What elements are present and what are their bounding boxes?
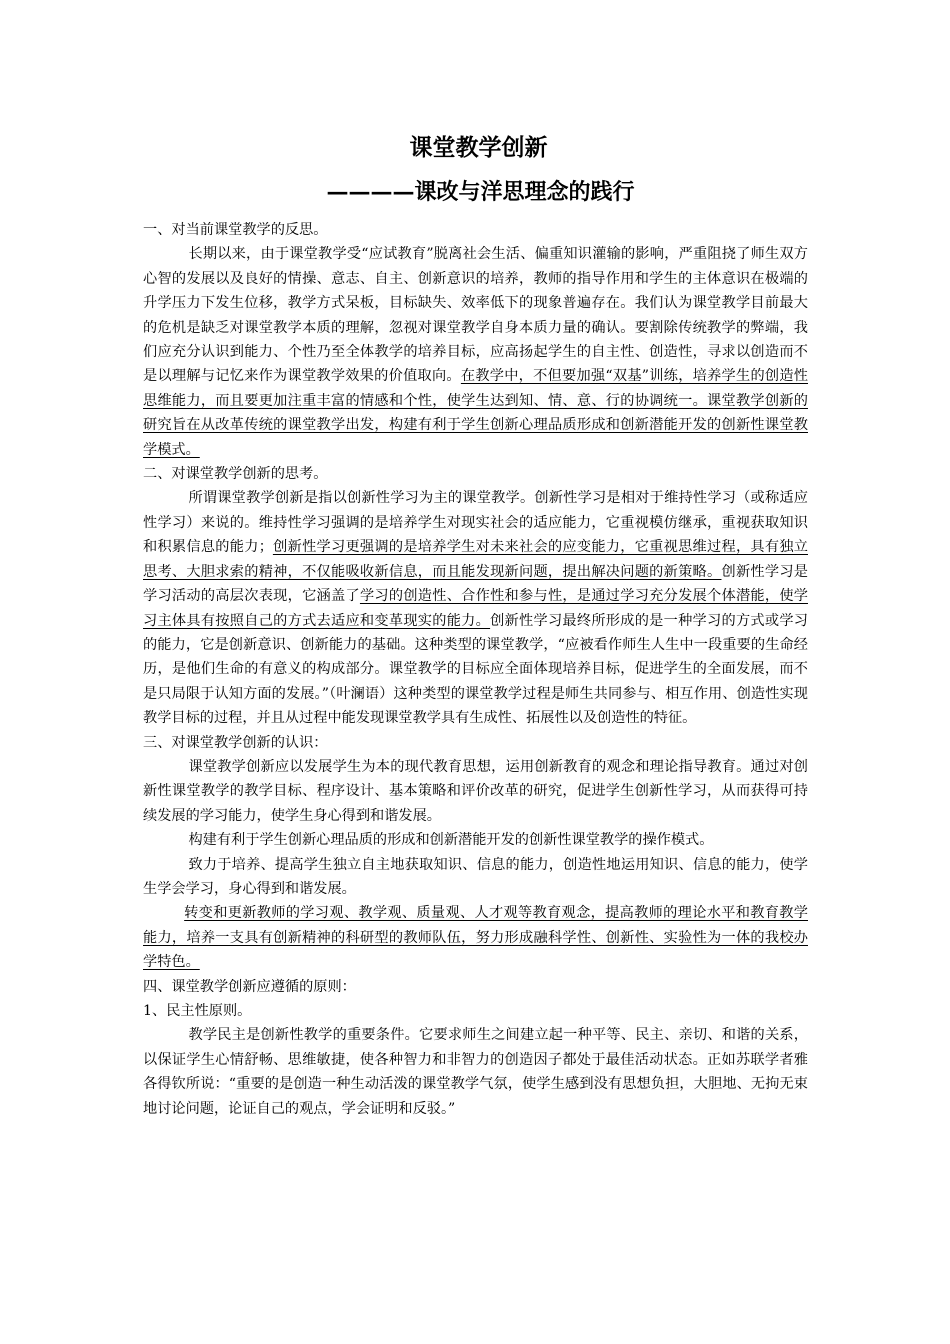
section-3-heading: 三、对课堂教学创新的认识： [143,734,328,751]
section-2-text-c: 创新性学习最终所形成的是一种学习的方式或学习的能力，它是创新意识、创新能力的基础。这种类型的课堂教学，“应被看作师生人生中一段重要的生命经历，是他们生命的有意义的构成部分。课堂教学的目标应全面体现培养目标，促进学生的全面发展，而不是只局限于认知方面的发展。”（叶澜语）这种类型的课堂教学过程是师生共同参与、相互作用、创造性实现教学目标的过程，并且从过程中能发现课堂教学具有生成性、拓展性以及创造性的特征。 [143,612,808,727]
document-subtitle: ————课改与洋思理念的践行 [326,179,635,205]
section-3-underlined-text: 转变和更新教师的学习观、教学观、质量观、人才观等教育观念，提高教师的理论水平和教育教学能力，培养一支具有创新精神的科研型的教师队伍，努力形成融科学性、创新性、实验性为一体的我校办学特色。 [143,905,808,971]
section-1-heading: 一、对当前课堂教学的反思。 [143,222,328,238]
section-2-paragraph [143,486,808,730]
section-2-underlined-text-2: 学习的创造性、合作性和参与性，是通过学习充分发展个体潜能，使学习主体具有按照自己的方式去适应和变革现实的能力。 [143,588,808,629]
section-2-text-a: 所谓课堂教学创新是指以创新性学习为主的课堂教学。创新性学习是相对于维持性学习（或称适应性学习）来说的。维持性学习强调的是培养学生对现实社会的适应能力，它重视模仿继承，重视获取知识和积累信息的能力； [143,490,808,556]
section-1-underlined-text: 在教学中，不但要加强“双基”训练，培养学生的创造性思维能力，而且要更加注重丰富的情感和个性，使学生达到知、情、意、行的协调统一。课堂教学创新的研究旨在从改革传统的课堂教学出发，构建有利于学生创新心理品质形成和创新潜能开发的创新性课堂教学模式。 [143,368,808,458]
section-1-paragraph [143,242,808,462]
section-2-heading: 二、对课堂教学创新的思考。 [143,466,328,483]
document-page [143,126,808,1121]
section-4-paragraph-1: 教学民主是创新性教学的重要条件。它要求师生之间建立起一种平等、民主、亲切、和谐的关系，以保证学生心情舒畅、思维敏捷，使各种智力和非智力的创造因子都处于最佳活动状态。正如苏联学者雅各得钦所说：“重要的是创造一种生动活泼的课堂教学气氛，使学生感到没有思想负担，大胆地、无拘无束地讨论问题，论证自己的观点，学会证明和反驳。” [143,1027,808,1117]
section-2-underlined-text-1: 创新性学习更强调的是培养学生对未来社会的应变能力，它重视思维过程，具有独立思考、大胆求索的精神，不仅能吸收新信息，而且能发现新问题，提出解决问题的新策略。 [143,539,808,580]
section-3-paragraph-3: 致力于培养、提高学生独立自主地获取知识、信息的能力，创造性地运用知识、信息的能力，使学生学会学习，身心得到和谐发展。 [143,856,808,897]
section-2-text-b: 创新性学习是学习活动的高层次表现，它涵盖了 [143,563,808,605]
section-3-paragraph-2: 构建有利于学生创新心理品质的形成和创新潜能开发的创新性课堂教学的操作模式。 [188,832,714,849]
section-1-text: 长期以来，由于课堂教学受“应试教育”脱离社会生活、偏重知识灌输的影响，严重阻挠了师生双方心智的发展以及良好的情操、意志、自主、创新意识的培养，教师的指导作用和学生的主体意识在极端的升学压力下发生位移，教学方式呆板，目标缺失、效率低下的现象普遍存在。我们认为课堂教学目前最大的危机是缺乏对课堂教学本质的理解，忽视对课堂教学自身本质力量的确认。要割除传统教学的弊端，我们应充分认识到能力、个性乃至全体教学的培养目标，应高扬起学生的自主性、创造性，寻求以创造而不是以理解与记忆来作为课堂教学效果的价值取向。 [143,246,808,385]
section-4-heading: 四、课堂教学创新应遵循的原则： [143,978,356,995]
section-3-paragraph-4 [143,901,808,974]
document-title: 课堂教学创新 [409,135,548,161]
section-4-subheading: 1、民主性原则。 [143,1003,252,1019]
section-3-paragraph-1: 课堂教学创新应以发展学生为本的现代教育思想，运用创新教育的观念和理论指导教育。通过对创新性课堂教学的教学目标、程序设计、基本策略和评价改革的研究，促进学生创新性学习，从而获得可持续发展的学习能力，使学生身心得到和谐发展。 [143,758,808,824]
